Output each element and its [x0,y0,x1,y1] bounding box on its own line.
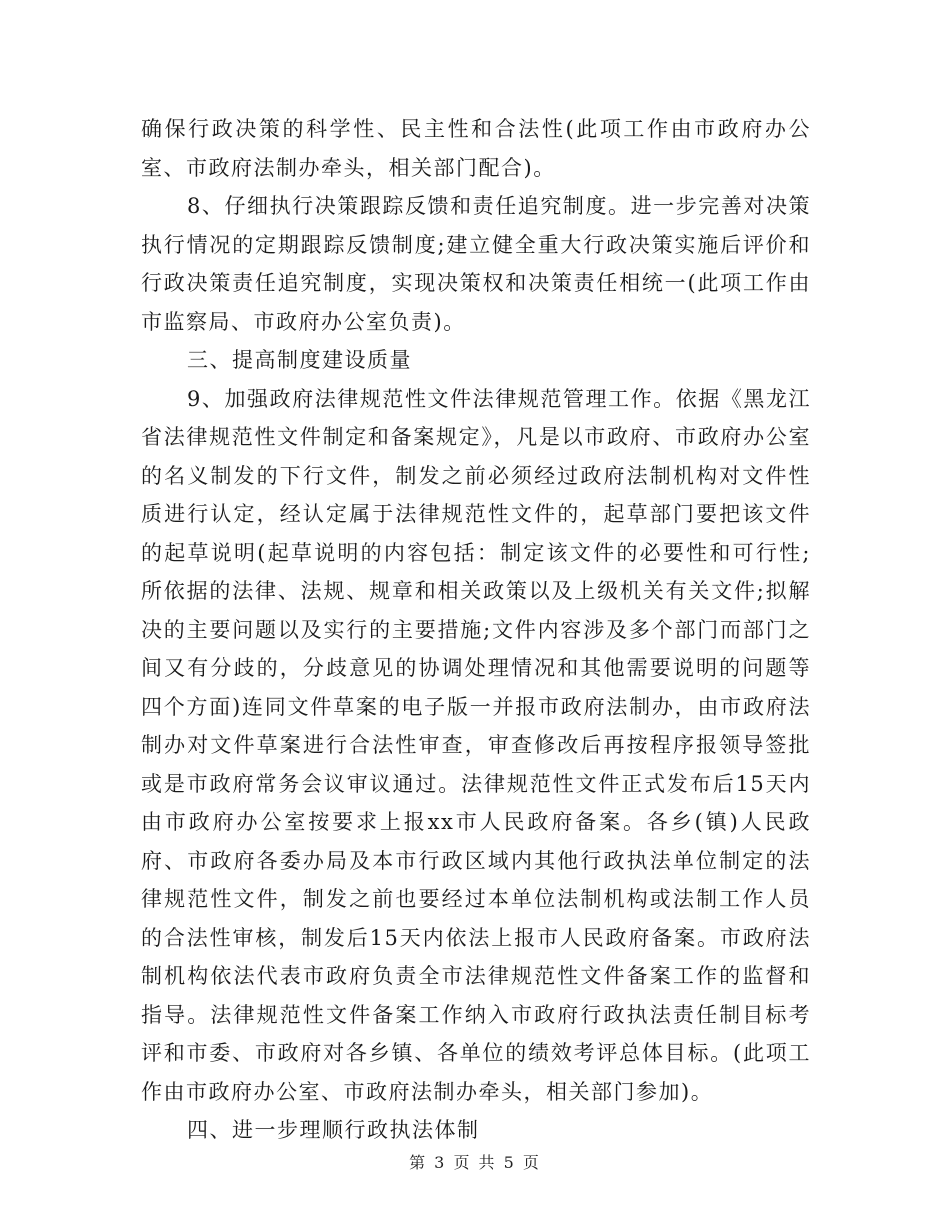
paragraph-continuation: 确保行政决策的科学性、民主性和合法性(此项工作由市政府办公室、市政府法制办牵头，相关部门配合)。 [141,117,811,180]
section-heading-3: 三、提高制度建设质量 [187,348,412,372]
section-heading-4: 四、进一步理顺行政执法体制 [187,1118,480,1142]
paragraph-item-9: 9、加强政府法律规范性文件法律规范管理工作。依据《黑龙江省法律规范性文件制定和备案规定》，凡是以市政府、市政府办公室的名义制发的下行文件，制发之前必须经过政府法制机构对文件性质进行认定，经认定属于法律规范性文件的，起草部门要把该文件的起草说明(起草说明的内容包括：制定该文件的必要性和可行性;所依据的法律、法规、规章和相关政策以及上级机关有关文件;拟解决的主要问题以及实行的主要措施;文件内容涉及多个部门而部门之间又有分歧的，分歧意见的协调处理情况和其他需要说明的问题等四个方面)连同文件草案的电子版一并报市政府法制办，由市政府法制办对文件草案进行合法性审查，审查修改后再按程序报领导签批或是市政府常务会议审议通过。法律规范性文件正式发布后15天内由市政府办公室按要求上报xx市人民政府备案。各乡(镇)人民政府、市政府各委办局及本市行政区域内其他行政执法单位制定的法律规范性文件，制发之前也要经过本单位法制机构或法制工作人员的合法性审核，制发后15天内依法上报市人民政府备案。市政府法制机构依法代表市政府负责全市法律规范性文件备案工作的监督和指导。法律规范性文件备案工作纳入市政府行政执法责任制目标考评和市委、市政府对各乡镇、各单位的绩效考评总体目标。(此项工作由市政府办公室、市政府法制办牵头，相关部门参加)。 [141,386,811,1104]
document-body [141,110,811,1150]
paragraph-item-8: 8、仔细执行决策跟踪反馈和责任追究制度。进一步完善对决策执行情况的定期跟踪反馈制度;建立健全重大行政决策实施后评价和行政决策责任追究制度，实现决策权和决策责任相统一(此项工作由市监察局、市政府办公室负责)。 [141,194,811,334]
page-number-footer: 第 3 页 共 5 页 [409,1153,541,1172]
